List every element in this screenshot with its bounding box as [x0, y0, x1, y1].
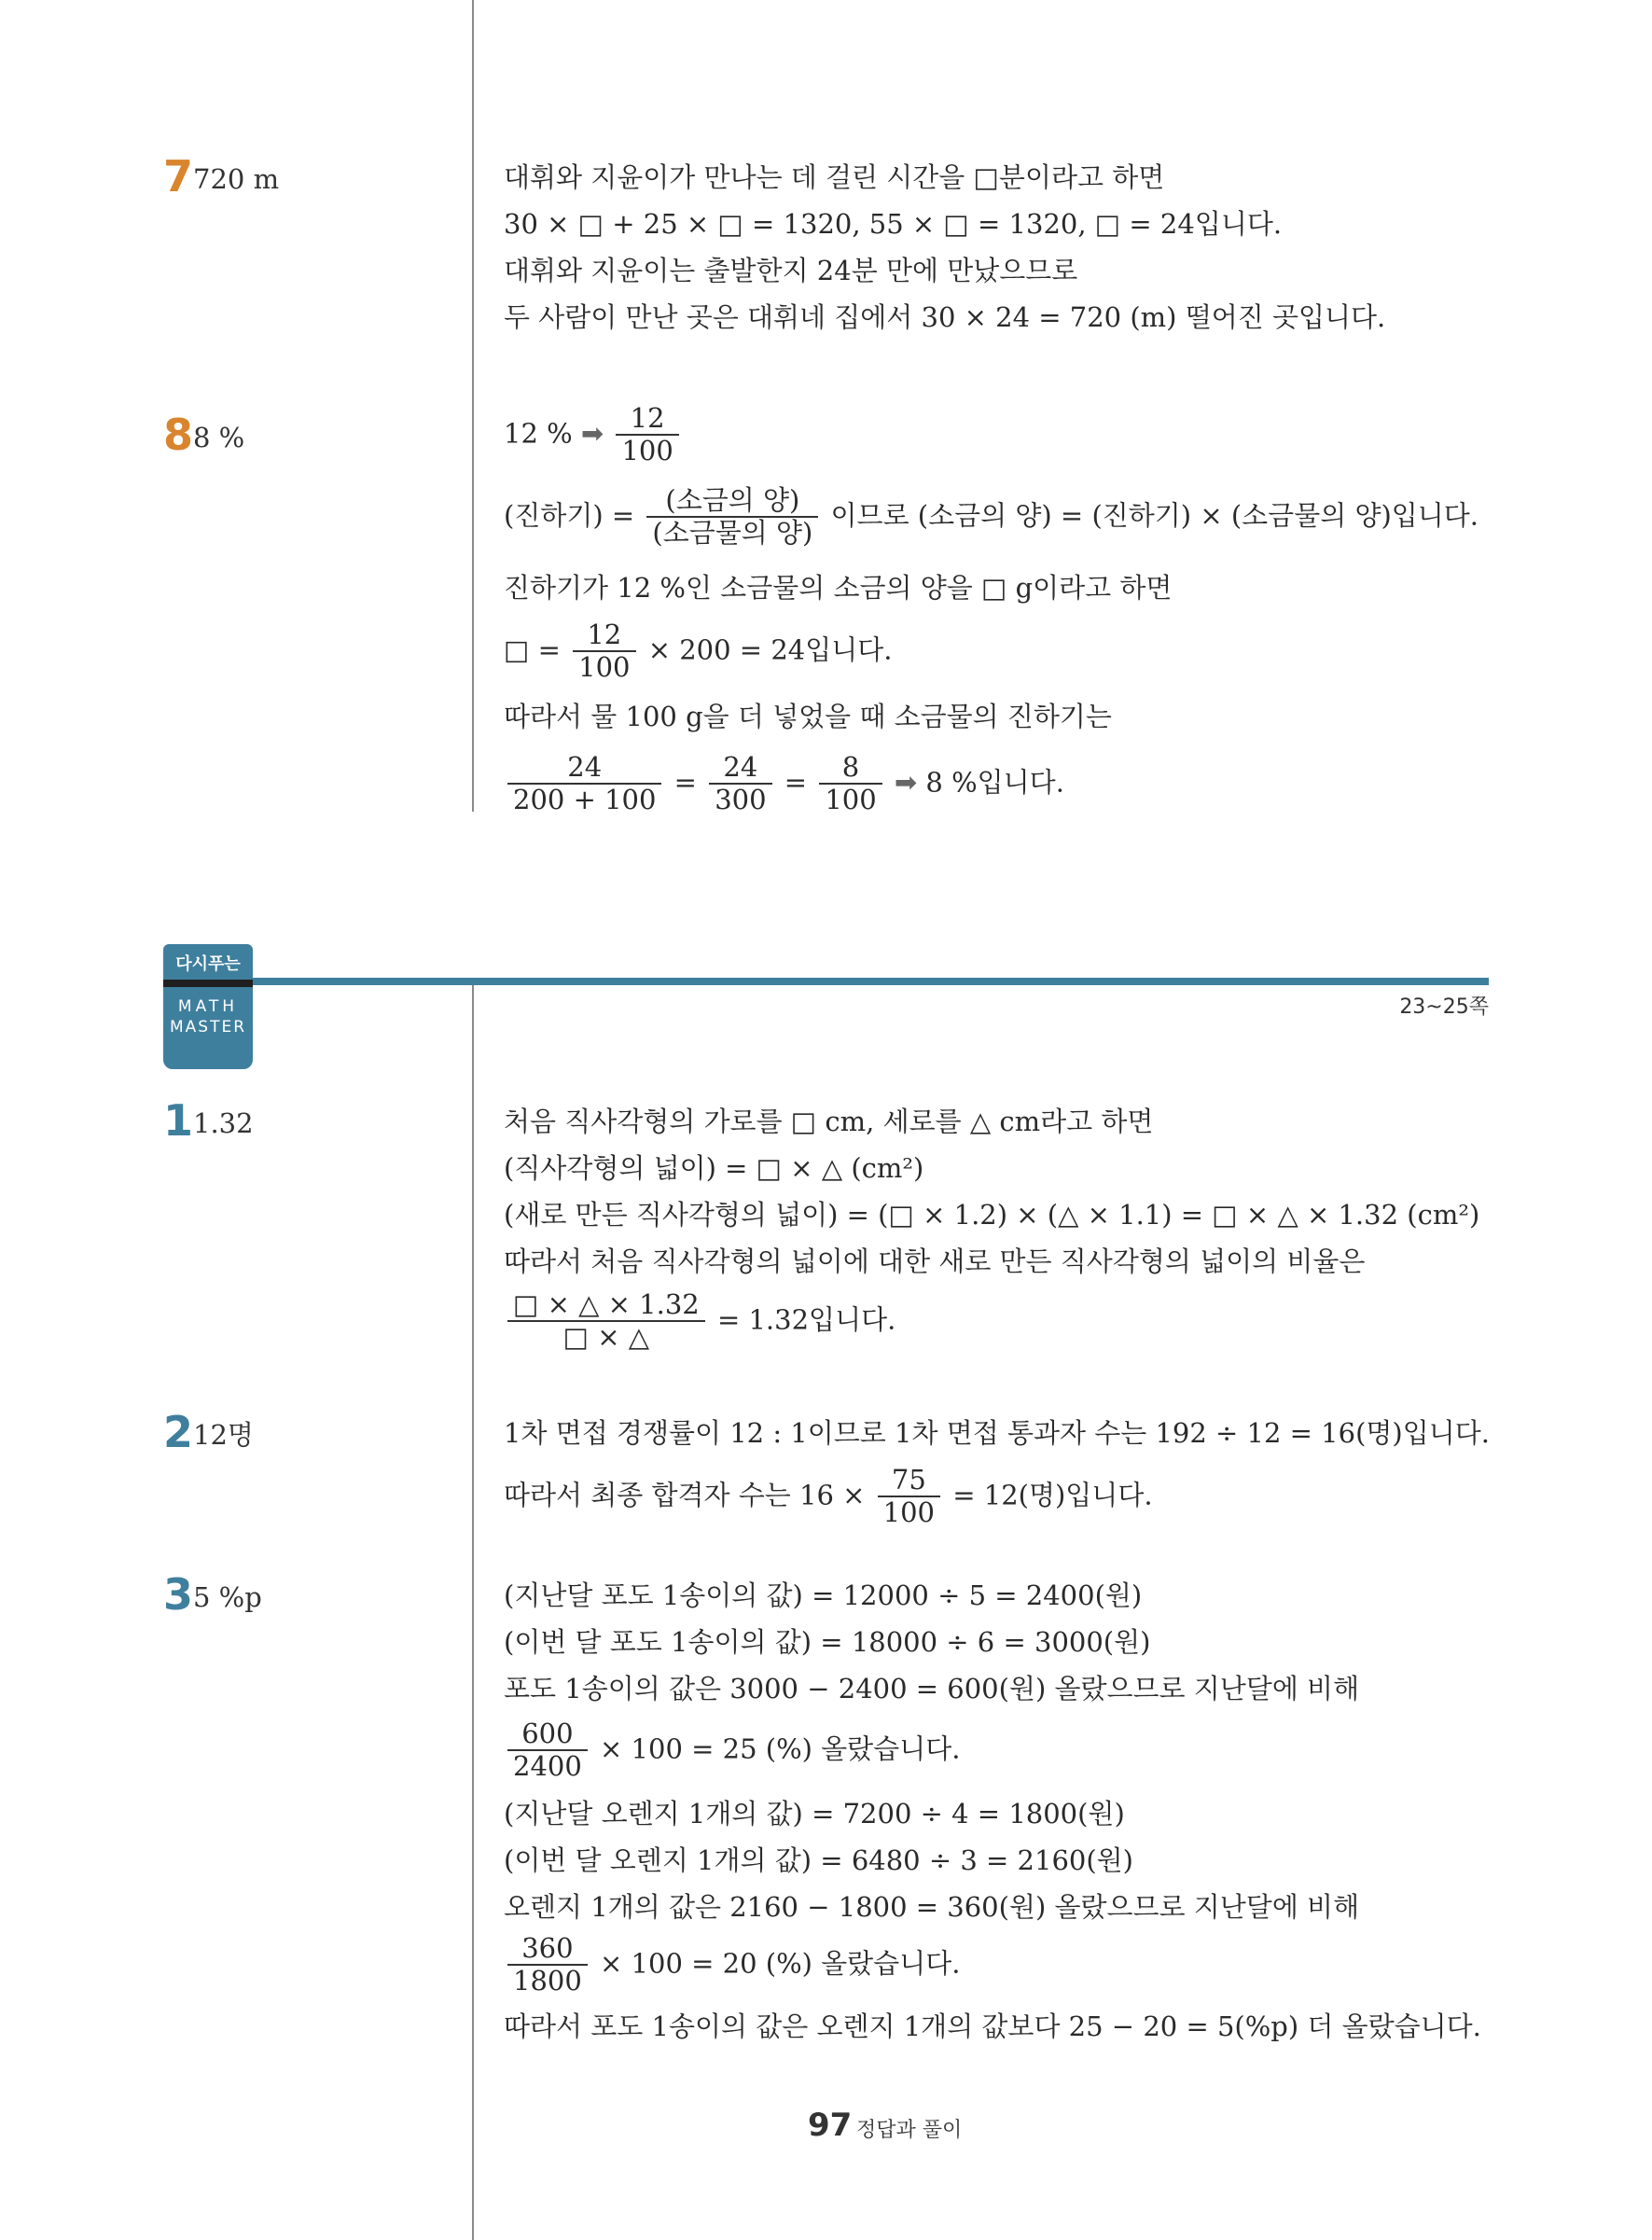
denominator: □ × △: [507, 1320, 705, 1353]
text-segment: 8 %입니다.: [925, 766, 1064, 799]
problem-answer: 5 %p: [193, 1581, 262, 1613]
column-divider-top: [472, 0, 474, 812]
problem-number: 7: [163, 151, 194, 202]
solution-line: [504, 485, 1478, 550]
numerator: 24: [723, 751, 758, 783]
equals-sign: =: [673, 766, 697, 799]
problem-answer: 12명: [193, 1419, 254, 1451]
solution-line: [504, 752, 1064, 816]
denominator: 100: [573, 650, 635, 683]
denominator: 200 + 100: [507, 783, 661, 815]
denominator: (소금물의 양): [646, 516, 818, 549]
fraction: [819, 752, 882, 816]
numerator: 12: [630, 402, 665, 434]
text-segment: = 12(명)입니다.: [952, 1479, 1153, 1511]
solution-line: 30 × □ + 25 × □ = 1320, 55 × □ = 1320, □ = 24입니다.: [504, 208, 1283, 240]
text-segment: × 100 = 20 (%) 올랐습니다.: [600, 1947, 961, 1980]
solution-line: 따라서 포도 1송이의 값은 오렌지 1개의 값보다 25 − 20 = 5(%p) 더 올랐습니다.: [504, 2010, 1481, 2042]
fraction: [646, 485, 818, 550]
fraction: [709, 752, 771, 816]
footer-label: 정답과 풀이: [856, 2119, 963, 2142]
solution-line: 따라서 물 100 g을 더 넣었을 때 소금물의 진하기는: [504, 701, 1112, 732]
solution-line: 대휘와 지윤이는 출발한지 24분 만에 만났으므로: [504, 255, 1078, 286]
solution-line: [504, 619, 893, 684]
banner-rule: [253, 978, 1489, 985]
page-range: 23~25쪽: [1399, 995, 1489, 1019]
solution-line: (지난달 포도 1송이의 값) = 12000 ÷ 5 = 2400(원): [504, 1579, 1143, 1611]
denominator: 100: [819, 783, 882, 815]
solution-line: (이번 달 포도 1송이의 값) = 18000 ÷ 6 = 3000(원): [504, 1626, 1151, 1658]
solution-line: [504, 1933, 960, 1997]
solution-line: 대휘와 지윤이가 만나는 데 걸린 시간을 □분이라고 하면: [504, 161, 1165, 193]
fraction: [573, 619, 635, 684]
banner-divider: [163, 980, 253, 987]
text-segment: □ =: [504, 633, 561, 666]
text-segment: 따라서 최종 합격자 수는 16 ×: [504, 1479, 866, 1511]
solution-line: (이번 달 오렌지 1개의 값) = 6480 ÷ 3 = 2160(원): [504, 1844, 1133, 1876]
problem-answer: 1.32: [193, 1107, 254, 1139]
fraction: [507, 1289, 705, 1354]
column-divider-bottom: [472, 985, 474, 2240]
solution-line: 포도 1송이의 값은 3000 − 2400 = 600(원) 올랐으므로 지난달에 비해: [504, 1673, 1360, 1704]
solution-line: [504, 1289, 895, 1354]
problem-number: 2: [163, 1407, 194, 1457]
solution-line: [504, 403, 683, 467]
fraction: [507, 1933, 588, 1997]
solution-line: 처음 직사각형의 가로를 □ cm, 세로를 △ cm라고 하면: [504, 1106, 1154, 1137]
denominator: 300: [709, 783, 771, 815]
banner-title-line1: MATH: [177, 997, 239, 1016]
problem-number: 8: [163, 410, 194, 460]
equals-sign: =: [784, 766, 808, 799]
solution-line: 따라서 처음 직사각형의 넓이에 대한 새로 만든 직사각형의 넓이의 비율은: [504, 1245, 1366, 1277]
text-segment: = 1.32입니다.: [716, 1303, 896, 1336]
denominator: 1800: [507, 1964, 588, 1997]
denominator: 2400: [507, 1749, 588, 1782]
text-segment: × 100 = 25 (%) 올랐습니다.: [600, 1732, 961, 1765]
numerator: 24: [567, 751, 603, 783]
numerator: 600: [521, 1718, 574, 1749]
solution-line: [504, 1465, 1153, 1529]
solution-line: 오렌지 1개의 값은 2160 − 1800 = 360(원) 올랐으므로 지난달에 비해: [504, 1891, 1360, 1923]
solution-line: 1차 면접 경쟁률이 12 : 1이므로 1차 면접 통과자 수는 192 ÷ 12 = 16(명)입니다.: [504, 1417, 1490, 1449]
numerator: □ × △ × 1.32: [513, 1288, 700, 1320]
problem-number: 1: [163, 1095, 194, 1146]
percent-text: 12 %: [504, 417, 573, 450]
solution-line: 두 사람이 만난 곳은 대휘네 집에서 30 × 24 = 720 (m) 떨어진 곳입니다.: [504, 301, 1386, 333]
right-arrow-icon: ➡: [580, 417, 604, 450]
fraction: [616, 403, 678, 467]
right-arrow-icon: ➡: [894, 766, 918, 799]
text-segment: 이므로 (소금의 양) = (진하기) × (소금물의 양)입니다.: [830, 499, 1479, 532]
problem-number: 3: [163, 1569, 194, 1620]
fraction: [507, 1718, 588, 1783]
problem-answer: 8 %: [193, 422, 245, 453]
numerator: 12: [587, 619, 622, 650]
banner-tab-label: 다시푸는: [175, 954, 241, 974]
solution-line: [504, 1718, 960, 1783]
fraction: [507, 752, 661, 816]
fraction: [878, 1465, 940, 1529]
text-segment: (진하기) =: [504, 499, 635, 532]
text-segment: × 200 = 24입니다.: [647, 633, 893, 666]
page-number: 97: [808, 2107, 853, 2144]
solution-line: (지난달 오렌지 1개의 값) = 7200 ÷ 4 = 1800(원): [504, 1798, 1125, 1830]
numerator: (소금의 양): [665, 484, 800, 516]
numerator: 360: [521, 1932, 574, 1964]
denominator: 100: [878, 1496, 940, 1528]
numerator: 8: [841, 751, 860, 783]
solution-line: (새로 만든 직사각형의 넓이) = (□ × 1.2) × (△ × 1.1) = □ × △ × 1.32 (cm²): [504, 1199, 1480, 1231]
solution-line: 진하기가 12 %인 소금물의 소금의 양을 □ g이라고 하면: [504, 572, 1173, 604]
denominator: 100: [616, 434, 678, 466]
banner-title-line2: MASTER: [169, 1018, 247, 1037]
problem-answer: 720 m: [193, 163, 280, 195]
numerator: 75: [891, 1464, 926, 1496]
solution-line: (직사각형의 넓이) = □ × △ (cm²): [504, 1152, 924, 1184]
